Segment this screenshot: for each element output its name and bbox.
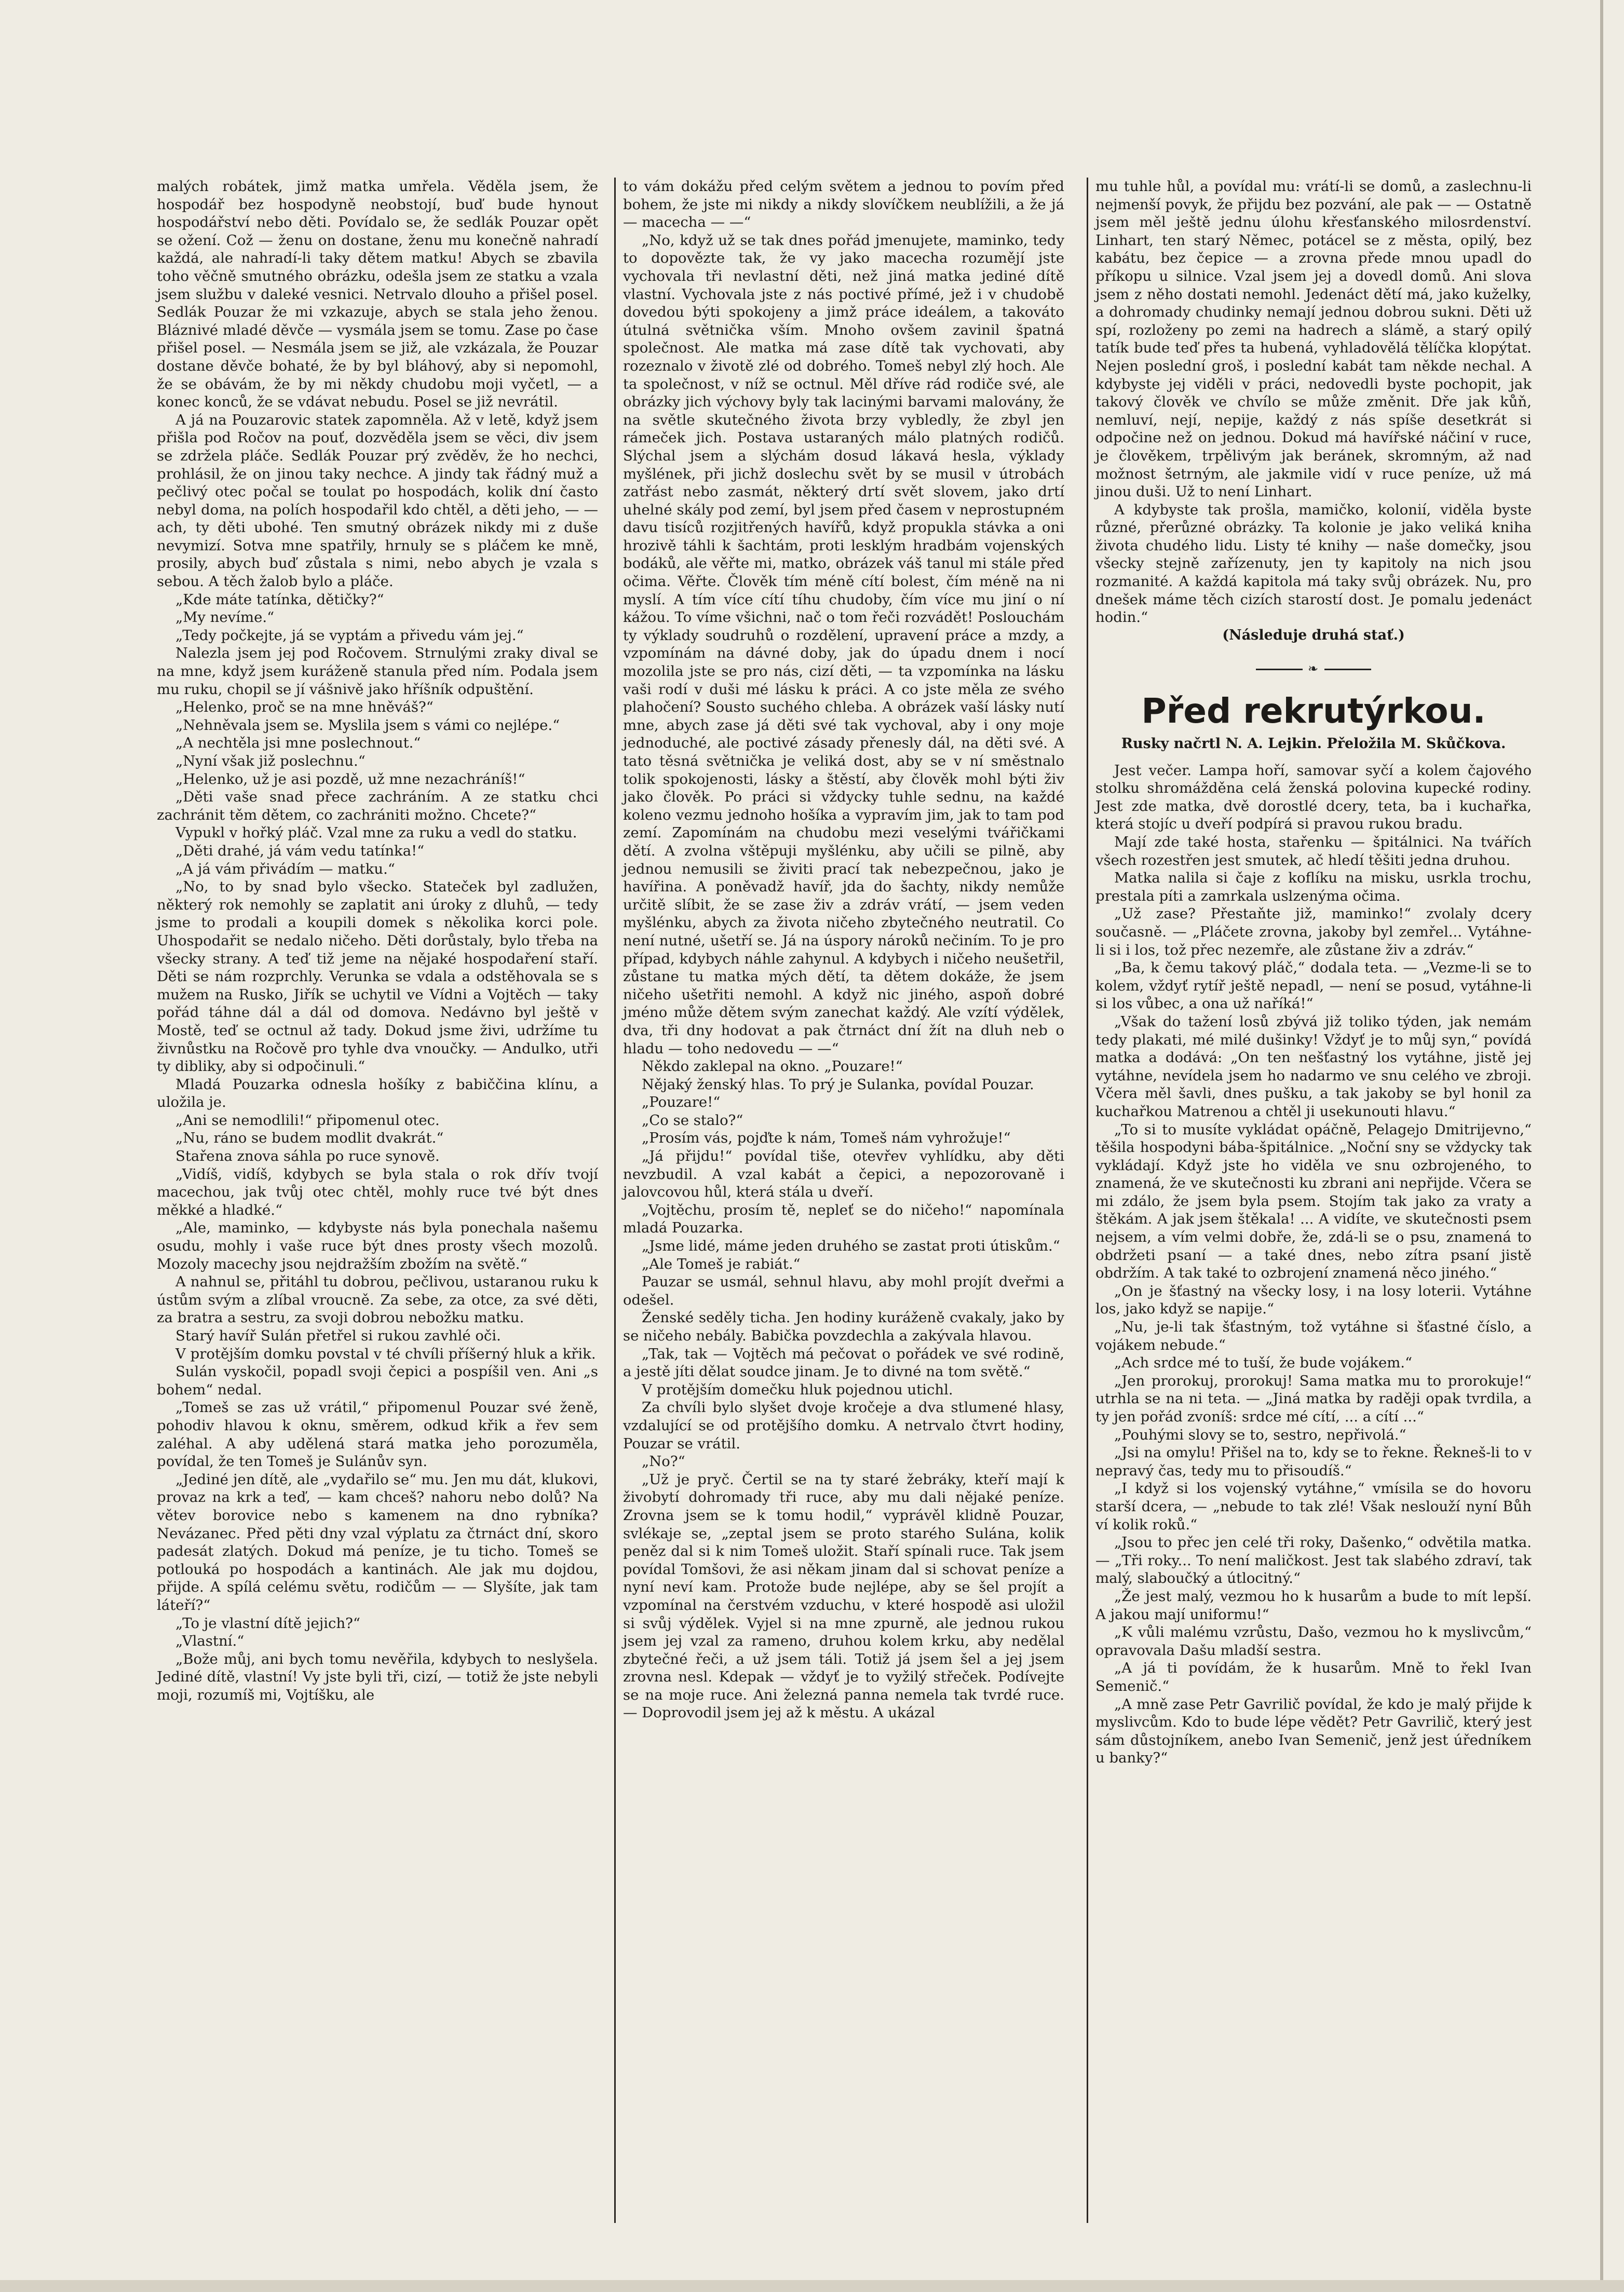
paragraph: „Ani se nemodlili!“ připomenul otec. xyxy=(175,1111,440,1129)
paragraph: (Následuje druhá stať.) xyxy=(1222,627,1405,643)
paragraph: Někdo zaklepal na okno. „Pouzare!“ xyxy=(642,1058,903,1075)
paragraph: Matka nalila si čaje z koflíku na misku, usrkla trochu, prestala píti a zamrkala uslzenýma očima. xyxy=(1095,870,1532,904)
paragraph: „Helenko, proč se na mne hněváš?“ xyxy=(175,699,434,716)
paragraph: A já na Pouzarovic statek zapomněla. Až v letě, když jsem přišla pod Ročov na pouť, dozvěděla jsem se věci, div jsem se zdržela pláče. Sedlák Pouzar prý zvěděv, že ho nechci, prohlásil, že on jinou taky nechce. A jindy tak řádný muž a pečlivý otec počal se toulat po hospodách, kolik dní často nebyl doma, na polích hospodařil kdo chtěl, a děti jeho, — — ach, ty děti ubohé. Ten smutný obrázek nikdy mi z duše nevymizí. Sotva mne spatřily, hrnuly se s pláčem ke mně, prosily, abych buď zůstala s nimi, nebo abych je vzala s sebou. A těch žalob bylo a pláče. xyxy=(157,411,598,590)
paragraph: „Pouzare!“ xyxy=(642,1094,721,1111)
paragraph: „Vojtěchu, prosím tě, nepleť se do ničeho!“ napomínala mladá Pouzarka. xyxy=(623,1201,1064,1237)
paragraph: „Ale Tomeš je rabiát.“ xyxy=(642,1255,801,1272)
paragraph: „Ale, maminko, — kdybyste nás byla ponechala našemu osudu, mohly i vaše ruce být dnes prosty všech mozolů. Mozoly macechy jsou nejdražším zbožím na světě.“ xyxy=(157,1219,598,1272)
paragraph: „I když si los vojenský vytáhne,“ vmísila se do hovoru starší dcera, — „nebude to tak zlé! Však neslouží nyní Bůh ví kolik roků.“ xyxy=(1095,1480,1532,1533)
paragraph: mu tuhle hůl, a povídal mu: vrátí-li se domů, a zaslechnu-li nejmenší povyk, že přijdu bez pozvání, ale pak — — Ostatně jsem měl ještě jednu úlohu křesťanského milosrdenství. Linhart, ten starý Němec, potácel se z města, opilý, bez kabátu, bez čepice — a zrovna přede mnou upadl do příkopu u silnice. Vzal jsem jej a dovedl domů. Ani slova jsem z něho dostati nemohl. Jedenáct dětí má, jako kuželky, a dohromady chudinky nemají jednou dobrou sukni. Děti už spí, rozloženy po zemi na hadrech a slámě, a starý opilý tatík bude teď přes ta hubená, vyhladovělá tělíčka klopýtat. Nejen poslední groš, i poslední kabát tam někde nechal. A kdybyste jej viděli v práci, nedovedli byste pochopit, jak takový člověk ve chvílo se může změnit. Dře jak kůň, nemluví, nejí, nepije, každý z nás spíše desetkrát si odpočine než on jednou. Dokud má havířské náčiní v ruce, je člověkem, trpělivým jak beránek, skromným, až nad možnost šetrným, ale jakmile vidí v ruce peníze, už má jinou duši. Už to není Linhart. xyxy=(1095,178,1532,500)
story-body xyxy=(1095,762,1532,1767)
paragraph: Ženské seděly ticha. Jen hodiny kuráženě cvakaly, jako by se ničeho nebály. Babička povzdechla a zakývala hlavou. xyxy=(623,1309,1064,1344)
paragraph: Sulán vyskočil, popadl svoji čepici a pospíšil ven. Ani „s bohem“ nedal. xyxy=(157,1363,598,1398)
left-column xyxy=(157,178,598,1704)
paragraph: „No?“ xyxy=(642,1453,685,1470)
paragraph: „Vidíš, vidíš, kdybych se byla stala o rok dřív tvojí macechou, jak tvůj otec chtěl, mohly ruce tvé být dnes měkké a hladké.“ xyxy=(157,1165,598,1218)
paragraph: Nalezla jsem jej pod Ročovem. Strnulými zraky dival se na mne, když jsem kuráženě stanula před ním. Podala jsem mu ruku, chopil se jí vášnivě jako hříšník odpuštění. xyxy=(157,645,598,698)
paragraph: „Pouhými slovy se to, sestro, nepřivolá.“ xyxy=(1114,1426,1406,1443)
paragraph: „Tak, tak — Vojtěch má pečovat o pořádek ve své rodině, a jestě jíti dělat soudce jinam. Je to divné na tom světě.“ xyxy=(623,1345,1064,1380)
paragraph: malých robátek, jimž matka umřela. Věděla jsem, že hospodář bez hospodyně neobstojí, buď bude hynout hospodářství nebo děti. Povídalo se, že sedlák Pouzar opět se ožení. Což — ženu on dostane, ženu mu konečně nahradí každá, ale nahradí-li taky dětem matku! Abych se zbavila toho věčně smutného obrázku, odešla jsem ze statku a vzala jsem službu v daleké vesnici. Netrvalo dlouho a přišel posel. Sedlák Pouzar že mi vzkazuje, abych se stala jeho ženou. Bláznivé mladé děvče — vysmála jsem se tomu. Zase po čase přišel posel. — Nesmála jsem se již, ale vzkázala, že Pouzar dostane děvče bohaté, že by byl bláhový, aby si nepomohl, že se obávám, že by mi někdy chudobu moji vyčetl, — a konec konců, že se vdávat nebudu. Posel se již nevrátil. xyxy=(157,178,598,411)
paragraph: „A já ti povídám, že k husarům. Mně to řekl Ivan Semenič.“ xyxy=(1095,1660,1532,1694)
translator-name: M. Skůčkova. xyxy=(1401,736,1506,752)
paragraph: „Už je pryč. Čertil se na ty staré žebráky, kteří mají k živobytí dohromady tři ruce, aby mu dali nějaké peníze. Zrovna jsem se k tomu hodil,“ vyprávěl klidně Pouzar, svlékaje se, „zeptal jsem se proto starého Sulána, kolik peněz dal si k nim Tomeš uložit. Staří spínali ruce. Tak jsem povídal Tomšovi, že asi někam jinam dal si schovat peníze a nyní neví kam. Protože bude nejlépe, aby se šel projít a vzpomínal na čerstvém vzduchu, v které hospodě asi uložil si svůj výdělek. Vyjel si na mne zpurně, ale jednou rukou jsem jej vzal za rameno, druhou kolem krku, aby nedělal zbytečné řeči, a už jsem táli. Totiž já jsem šel a jej jsem zrovna nesl. Kdepak — vždyť je to vyžilý střeček. Podívejte se na moje ruce. Ani železná panna nemela tak tvrdé ruce. — Doprovodil jsem jej až k městu. A ukázal xyxy=(623,1471,1064,1721)
story-title: Před rekrutýrkou. xyxy=(1141,691,1486,731)
paragraph: „Však do tažení losů zbývá již toliko týden, jak nemám tedy plakati, mé milé dušinky! Vždyť je to můj syn,“ povídá matka a dodává: „On ten nešťastný los vytáhne, jistě jej vytáhne, nevídela jsem ho nadarmo ve snu celého ve zbroji. Včera měl šavli, dnes pušku, a tak jakoby se byl honil za kuchařkou Matrenou a chtěl ji usekunouti hlavu.“ xyxy=(1095,1013,1532,1120)
translator-prefix: Přeložila xyxy=(1327,736,1396,752)
paragraph: Mladá Pouzarka odnesla hošíky z babiččina klínu, a uložila je. xyxy=(157,1076,598,1111)
paragraph: „A já vám přivádím — matku.“ xyxy=(175,860,395,877)
paragraph: „Nu, ráno se budem modlit dvakrát.“ xyxy=(175,1130,444,1147)
paragraph: „Jsme lidé, máme jeden druhého se zastat proti útiskům.“ xyxy=(642,1238,1060,1255)
paragraph: „Vlastní.“ xyxy=(175,1633,245,1650)
paragraph: „Tomeš se zas už vrátil,“ připomenul Pouzar své ženě, pohodiv hlavou k oknu, směrem, odkud křik a řev sem zaléhal. A aby udělená stará matka jeho porozuměla, povídal, že ten Tomeš je Sulánův syn. xyxy=(157,1399,598,1470)
paragraph: „No, to by snad bylo všecko. Stateček byl zadlužen, některý rok nemohly se zaplatit ani úroky z dluhů, — tedy jsme to prodali a koupili domek s několika korci pole. Uhospodařit se nedalo ničeho. Děti dorůstaly, bylo třeba na všecky strany. A teď tiž jeme na nějaké hospodaření staří. Děti se nám rozprchly. Verunka se vdala a odstěhovala se s mužem na Rusko, Jiřík se uchytil ve Vídni a Vojtěch — taky pořád táhne dál a dál od domova. Nedávno byl ještě v Mostě, teď se octnul až tady. Dokud jsme živi, udržíme tu živnůstku na Ročově pro tyhle dva vnoučky. — Andulko, utři ty dibliky, aby si odpočinuli.“ xyxy=(157,878,598,1075)
paragraph: „Nyní však již poslechnu.“ xyxy=(175,753,366,769)
paragraph: „Bože můj, ani bych tomu nevěřila, kdybych to neslyšela. Jediné dítě, vlastní! Vy jste byli tři, cizí, — totiž že jste nebyli moji, rozumíš mi, Vojtíšku, ale xyxy=(157,1650,598,1703)
divider-line-left xyxy=(1256,669,1303,670)
paragraph: „Děti vaše snad přece zachráním. A ze statku chci zachránit těm dětem, co zachrániti možno. Chcete?“ xyxy=(157,789,598,823)
page-edge xyxy=(1600,0,1603,2292)
paragraph: Vypukl v hořký pláč. Vzal mne za ruku a vedl do statku. xyxy=(175,824,577,842)
divider-ornament: ❧ xyxy=(1307,661,1320,676)
paragraph: „My nevíme.“ xyxy=(175,609,275,626)
right-column xyxy=(1095,178,1532,1767)
paragraph: „Prosím vás, pojďte k nám, Tomeš nám vyhrožuje!“ xyxy=(642,1130,1011,1147)
author-name: N. A. Lejkin. xyxy=(1225,736,1322,752)
paragraph: „Nu, je-li tak šťastným, tož vytáhne si šťastné číslo, a vojákem nebude.“ xyxy=(1095,1319,1532,1353)
paragraph: Mají zde také hosta, stařenku — špitálnici. Na tvářích všech rozestřen jest smutek, ač hledí těšiti jedna druhou. xyxy=(1095,834,1532,869)
middle-column xyxy=(623,178,1064,1722)
paragraph: Za chvíli bylo slyšet dvoje kročeje a dva stlumené hlasy, vzdalující se od protějšího domku. A netrvalo čtvrt hodiny, Pouzar se vrátil. xyxy=(623,1399,1064,1452)
paragraph: „Jsi na omylu! Přišel na to, kdy se to řekne. Řekneš-li to v nepravý čas, tedy mu to přisoudíš.“ xyxy=(1095,1444,1532,1479)
story-byline xyxy=(1095,735,1532,753)
paragraph: „Helenko, už je asi pozdě, už mne nezachráníš!“ xyxy=(175,770,525,788)
paragraph: „To si to musíte vykládat opáčně, Pelagejo Dmitrijevno,“ těšila hospodyni bába-špitálnice. „Noční sny se vždycky tak vykládají. Když jste ho viděla ve snu ozbrojeného, to znamená, že ve skutečnosti ku zbrani ani nepřijde. Včera se mi zdálo, že jsem byla psem. Stojím tak jako za vraty a štěkám. A jak jsem štěkala! ... A vidíte, ve skutečnosti psem nejsem, a vím velmi dobře, že, zdá-li se o psu, znamená to obdržeti psaní — a také dnes, nebo zítra psaní jistě obdržím. A tak také to ozbrojení znamená něco jiného.“ xyxy=(1095,1121,1532,1282)
section-divider xyxy=(1095,660,1532,678)
paragraph: „Kde máte tatínka, dětičky?“ xyxy=(175,591,384,608)
paragraph: Pauzar se usmál, sehnul hlavu, aby mohl projít dveřmi a odešel. xyxy=(623,1273,1064,1308)
paragraph: V protějším domečku hluk pojednou utichl. xyxy=(642,1381,953,1398)
byline-prefix: Rusky načrtl xyxy=(1121,736,1221,752)
paragraph: „Jen prorokuj, prorokuj! Sama matka mu to prorokuje!“ utrhla se na ni teta. — „Jiná matka by raději opak tvrdila, a ty jen pořád zvoníš: srdce mé cítí, ... a cítí ...“ xyxy=(1095,1372,1532,1425)
paragraph: „Že jest malý, vezmou ho k husarům a bude to mít lepší. A jakou mají uniformu!“ xyxy=(1095,1588,1532,1623)
paragraph: „K vůli malému vzrůstu, Dašo, vezmou ho k myslivcům,“ opravovala Dašu mladší sestra. xyxy=(1095,1624,1532,1659)
column-rule-left xyxy=(614,178,616,2223)
divider-line-right xyxy=(1324,669,1371,670)
paragraph: „Jsou to přec jen celé tři roky, Dašenko,“ odvětila matka. — „Tři roky... To není maličkost. Jest tak slabého zdraví, tak malý, slaboučký a útlocitný.“ xyxy=(1095,1534,1532,1587)
paragraph: „Jediné jen dítě, ale „vydařilo se“ mu. Jen mu dát, klukovi, provaz na krk a teď, — kam chceš? nahoru nebo dolů? Na větev borovice nebo s kamenem na dno rybníka? Nevázanec. Před pěti dny vzal výplatu za čtrnáct dní, skoro padesát zlatých. Dokud má peníze, je tu ticho. Tomeš se potlouká po hospodách a kantinách. Ale jak mu dojdou, přijde. A spílá celému světu, rodičům — — Slyšíte, jak tam láteří?“ xyxy=(157,1471,598,1613)
paragraph: „A nechtěla jsi mne poslechnout.“ xyxy=(175,735,421,752)
column-rule-right xyxy=(1087,178,1088,2223)
paragraph: „Už zase? Přestaňte již, maminko!“ zvolaly dcery současně. — „Pláčete zrovna, jakoby byl zemřel... Vytáhne-li si i los, tož přec nezemře, ale zůstane živ a zdráv.“ xyxy=(1095,905,1532,958)
paragraph: „Ach srdce mé to tuší, že bude vojákem.“ xyxy=(1114,1354,1413,1372)
paragraph: „Ba, k čemu takový pláč,“ dodala teta. — „Vezme-li se to kolem, vždyť rytíř ještě nepadl, — není se posud, vytáhne-li si los vůbec, a ona už naříká!“ xyxy=(1095,959,1532,1012)
paragraph: Stařena znova sáhla po ruce synově. xyxy=(175,1148,440,1165)
paragraph: Nějaký ženský hlas. To prý je Sulanka, povídal Pouzar. xyxy=(642,1076,1034,1093)
paragraph: V protějším domku povstal v té chvíli příšerný hluk a křik. xyxy=(175,1345,596,1362)
paragraph: „Já přijdu!“ povídal tiše, otevřev vyhlídku, aby děti nevzbudil. A vzal kabát a čepici, a nepozorovaně i jalovcovou hůl, která stála u dveří. xyxy=(623,1148,1064,1201)
paragraph: „No, když už se tak dnes pořád jmenujete, maminko, tedy to dopovězte tak, že vy jako macecha rozumějí jste vychovala tři nevlastní děti, než jiná matka jediné dítě vlastní. Vychovala jste z nás poctivé přímé, jež i v chudobě dovedou býti spokojeny a jimž práce ideálem, a takováto útulná světnička vším. Mnoho ovšem zavinil špatná společnost. Ale matka má zase dítě tak vychovati, aby rozeznalo v životě zlé od dobrého. Tomeš nebyl zlý hoch. Ale ta společnost, v níž se octnul. Měl dříve rád rodiče své, ale obrázky jich výchovy byly tak lacinými barvami malovány, že na světle skutečného života brzy vybledly, že zbyl jen rámeček jich. Postava ustaraných málo platných rodičů. Slýchal jsem a slýchám dosud lákavá hesla, výklady myšlének, při jichž doslechu svět by se musil v útrobách zatřást nebo zasmát, některý drtí svět slovem, jako drtí uhelné skály pod zemí, byl jsem před časem v neprostupném davu tisíců rozjitřených havířů, když propukla stávka a oni hrozivě táhli k šachtám, proti lesklým hradbám vojenských bodáků, ale věřte mi, matko, obrázek váš tanul mi stále před očima. Věřte. Člověk tím méně cítí bolest, čím méně na ni myslí. A tím více cítí tíhu chudoby, čím více mu jiní o ní kážou. To víme všichni, nač o tom řeči rozvádět! Poslouchám ty výklady soudruhů o rozdělení, upravení práce a mzdy, a vzpomínám na dávné doby, jak do úpadu dnem i nocí mozolila jste se pro nás, cizí děti, — ta vzpomínka na lásku vaši rodí v duši mé lásku k práci. A co jste měla ze svého plahočení? Sousto suchého chleba. A obrázek vaší lásky nutí mne, abych zase já děti své tak vychoval, aby i ony moje jednoduché, ale poctivé zásady přenesly dál, na děti své. A tato těsná světnička je veliká dost, aby se v ní směstnalo tolik spokojenosti, lásky a štěstí, aby člověk mohl býti živ jako člověk. Po práci si vždycky tuhle sednu, na každé koleno vezmu jednoho hošíka a vypravím jim, jak to tam pod zemí. Zapomínám na chudobu mezi veselými tvářičkami dětí. A zvolna vštěpuji myšlénku, aby učili se pilně, aby jednou nemusili se živiti prací tak nebezpečnou, jako je havířina. A poněvadž havíř, jda do šachty, nikdy nemůže určitě slíbit, že se zase živ a zdráv vrátí, — jsem veden myšlénku, abych za života ničeho zbytečného neutratil. Co není nutné, ušetří se. Já na úspory nároků nečiním. To je pro případ, kdybych náhle zahynul. A kdybych i ničeho neušetřil, zůstane tu matka mých dětí, ta dětem dokáže, že jsem ničeho ušetřiti nemohl. A když nic jiného, aspoň dobré jméno může dětem svým zanechat každý. Ale vzítí výdělek, dva, tři dny hodovat a pak čtrnáct dní žít na dluh neb o hladu — toho nedovedu — —“ xyxy=(623,232,1064,1057)
paragraph: „To je vlastní dítě jejich?“ xyxy=(175,1615,360,1632)
paragraph: Jest večer. Lampa hoří, samovar syčí a kolem čajového stolku shromážděna celá ženská polovina kupecké rodiny. Jest zde matka, dvě dorostlé dcery, teta, ba i kuchařka, která stojíc u dveří podpírá si pravou rukou bradu. xyxy=(1095,762,1532,833)
paragraph: „Co se stalo?“ xyxy=(642,1111,743,1129)
story-continuation xyxy=(1095,178,1532,644)
paragraph: Starý havíř Sulán přetřel si rukou zavhlé oči. xyxy=(175,1327,501,1344)
page-bottom-edge xyxy=(0,2280,1624,2292)
paragraph: „Tedy počkejte, já se vyptám a přivedu vám jej.“ xyxy=(175,627,524,644)
paragraph: to vám dokážu před celým světem a jednou to povím před bohem, že jste mi nikdy a nikdy slovíčkem neublížili, a že já — macecha — —“ xyxy=(623,178,1064,231)
paragraph: „Děti drahé, já vám vedu tatínka!“ xyxy=(175,842,425,859)
paragraph: A kdybyste tak prošla, mamičko, kolonií, viděla byste různé, přerůzné obrázky. Ta kolonie je jako veliká kniha života chudého lidu. Listy té knihy — naše domečky, jsou všecky stejně zařízenuty, jen ty kapitoly na nich jsou rozmanité. A každá kapitola má taky svůj obrázek. Nu, pro dnešek máme těch cizích starostí dost. Je pomalu jedenáct hodin.“ xyxy=(1095,501,1532,626)
paragraph: A nahnul se, přitáhl tu dobrou, pečlivou, ustaranou ruku k ústům svým a zlíbal vroucně. Za sebe, za otce, za své děti, za bratra a sestru, za svoji dobrou nebožku matku. xyxy=(157,1273,598,1326)
paragraph: „On je šťastný na všecky losy, i na losy loterii. Vytáhne los, jako když se napije.“ xyxy=(1095,1282,1532,1318)
paragraph: „A mně zase Petr Gavrilič povídal, že kdo je malý přijde k myslivcům. Kdo to bude lépe vědět? Petr Gavrilič, který jest sám důstojníkem, anebo Ivan Semenič, jenž jest úředníkem u banky?“ xyxy=(1095,1696,1532,1767)
paragraph: „Nehněvala jsem se. Myslila jsem s vámi co nejlépe.“ xyxy=(175,716,560,734)
